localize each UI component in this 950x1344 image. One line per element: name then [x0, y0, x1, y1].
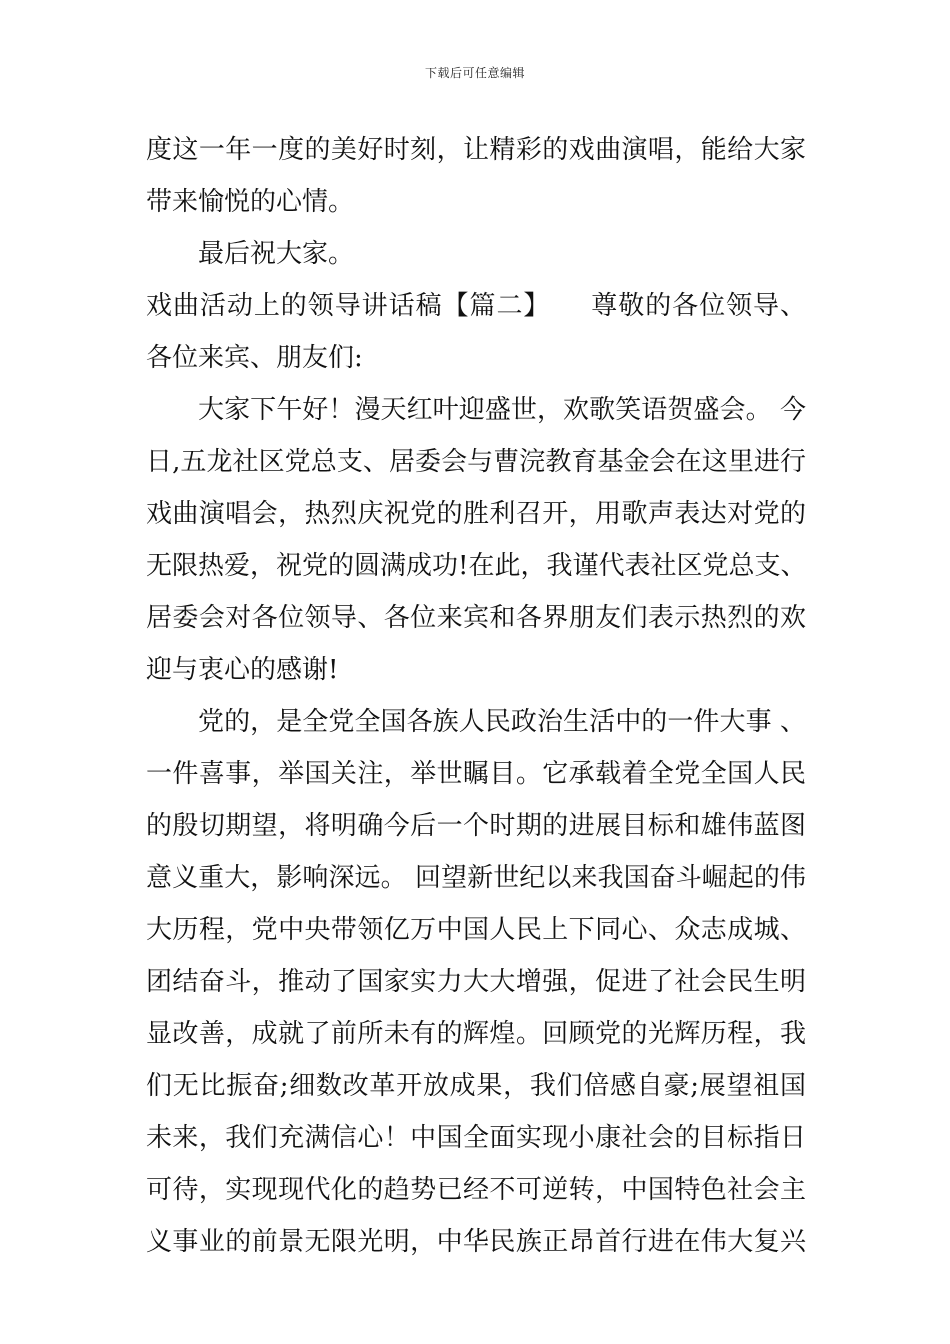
text-line: 最后祝大家。 [198, 239, 355, 269]
text-line: 大历程，党中央带领亿万中国人民上下同心、众志成城、 [146, 915, 806, 945]
section-heading-line: 戏曲活动上的领导讲话稿【篇二】 尊敬的各位领导、 [146, 291, 806, 321]
text-line: 迎与衷心的感谢! [146, 655, 339, 685]
text-line: 显改善，成就了前所未有的辉煌。回顾党的光辉历程，我 [146, 1019, 806, 1049]
text-line: 们无比振奋;细数改革开放成果，我们倍感自豪;展望祖国 [146, 1071, 806, 1101]
text-line: 无限热爱，祝党的圆满成功!在此，我谨代表社区党总支、 [146, 551, 807, 581]
text-line: 居委会对各位领导、各位来宾和各界朋友们表示热烈的欢 [146, 603, 806, 633]
text-line: 带来愉悦的心情。 [146, 187, 355, 217]
text-line: 团结奋斗，推动了国家实力大大增强，促进了社会民生明 [146, 967, 806, 997]
document-body [146, 124, 806, 1268]
text-line: 未来，我们充满信心！中国全面实现小康社会的目标指日 [146, 1123, 806, 1153]
text-line: 各位来宾、朋友们: [146, 343, 363, 373]
text-line: 义事业的前景无限光明，中华民族正昂首行进在伟大复兴 [146, 1227, 806, 1257]
text-line: 戏曲演唱会，热烈庆祝党的胜利召开，用歌声表达对党的 [146, 499, 806, 529]
page-header: 下载后可任意编辑 [424, 66, 525, 80]
text-line: 大家下午好！漫天红叶迎盛世，欢歌笑语贺盛会。 今 [198, 395, 806, 425]
text-line: 的殷切期望，将明确今后一个时期的进展目标和雄伟蓝图 [146, 811, 806, 841]
text-line: 意义重大，影响深远。 回望新世纪以来我国奋斗崛起的伟 [146, 863, 806, 893]
text-line: 度这一年一度的美好时刻，让精彩的戏曲演唱，能给大家 [146, 135, 806, 165]
text-line: 可待，实现现代化的趋势已经不可逆转，中国特色社会主 [146, 1175, 806, 1205]
text-line: 党的，是全党全国各族人民政治生活中的一件大事 、 [198, 707, 806, 737]
text-line: 一件喜事，举国关注，举世瞩目。它承载着全党全国人民 [146, 759, 806, 789]
text-line: 日,五龙社区党总支、居委会与曹浣教育基金会在这里进行 [146, 447, 806, 477]
